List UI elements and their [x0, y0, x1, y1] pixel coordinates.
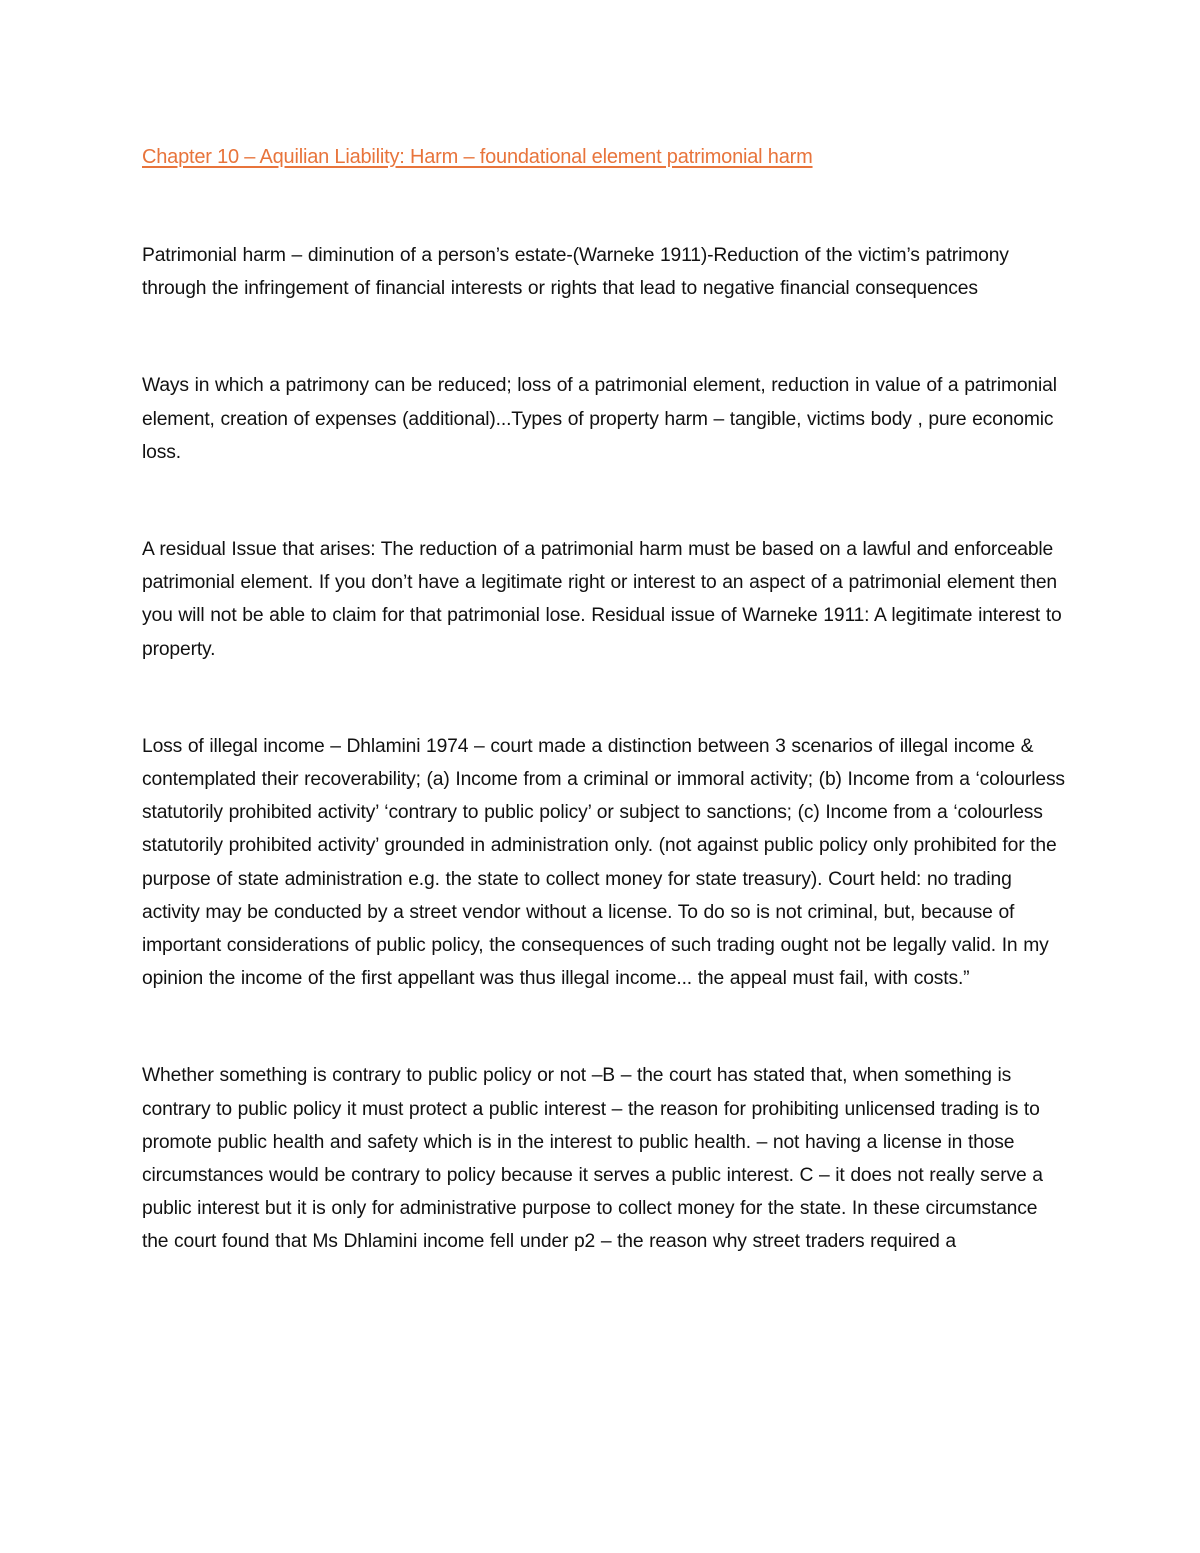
spacer [142, 172, 1067, 239]
paragraph-residual-issue: A residual Issue that arises: The reduction of a patrimonial harm must be based on a lawful and enforceable patrimonial element. If you don’t have a legitimate right or interest to an aspect of a patrimonial element then you will not be able to claim for that patrimonial lose. Residual issue of Warneke 1911: A legitimate interest to property. [142, 539, 1062, 660]
paragraph-public-policy: Whether something is contrary to public policy or not –B – the court has stated that, when something is contrary to public policy it must protect a public interest – the reason for prohibiting unlicensed trading is to promote public health and safety which is in the interest to public health. – not having a license in those circumstances would be contrary to policy because it serves a public interest. C – it does not really serve a public interest but it is only for administrative purpose to collect money for the state. In these circumstance the court found that Ms Dhlamini income fell under p2 – the reason why street traders required a [142, 1065, 1043, 1253]
spacer [142, 305, 1067, 369]
paragraph-patrimonial-harm: Patrimonial harm – diminution of a person’s estate-(Warneke 1911)-Reduction of the victim’s patrimony through the infringement of financial interests or rights that lead to negative financial consequences [142, 245, 1009, 300]
paragraph-illegal-income: Loss of illegal income – Dhlamini 1974 – court made a distinction between 3 scenarios of illegal income & contemplated their recoverability; (a) Income from a criminal or immoral activity; (b) Income from a ‘colourless statutorily prohibited activity’ ‘contrary to public policy’ or subject to sanctions; (c) Income from a ‘colourless statutorily prohibited activity’ grounded in administration only. (not against public policy only prohibited for the purpose of state administration e.g. the state to collect money for state treasury). Court held: no trading activity may be conducted by a street vendor without a license. To do so is not criminal, but, because of important considerations of public policy, the consequences of such trading ought not be legally valid. In my opinion the income of the first appellant was thus illegal income... the appeal must fail, with costs.” [142, 735, 1065, 990]
spacer [142, 666, 1067, 730]
chapter-heading: Chapter 10 – Aquilian Liability: Harm – foundational element patrimonial harm [142, 146, 813, 168]
document-body [142, 142, 1067, 1259]
spacer [142, 995, 1067, 1059]
paragraph-ways-reduced: Ways in which a patrimony can be reduced; loss of a patrimonial element, reduction in value of a patrimonial element, creation of expenses (additional)...Types of property harm – tangible, victims body , pure economic loss. [142, 375, 1057, 463]
spacer [142, 469, 1067, 533]
